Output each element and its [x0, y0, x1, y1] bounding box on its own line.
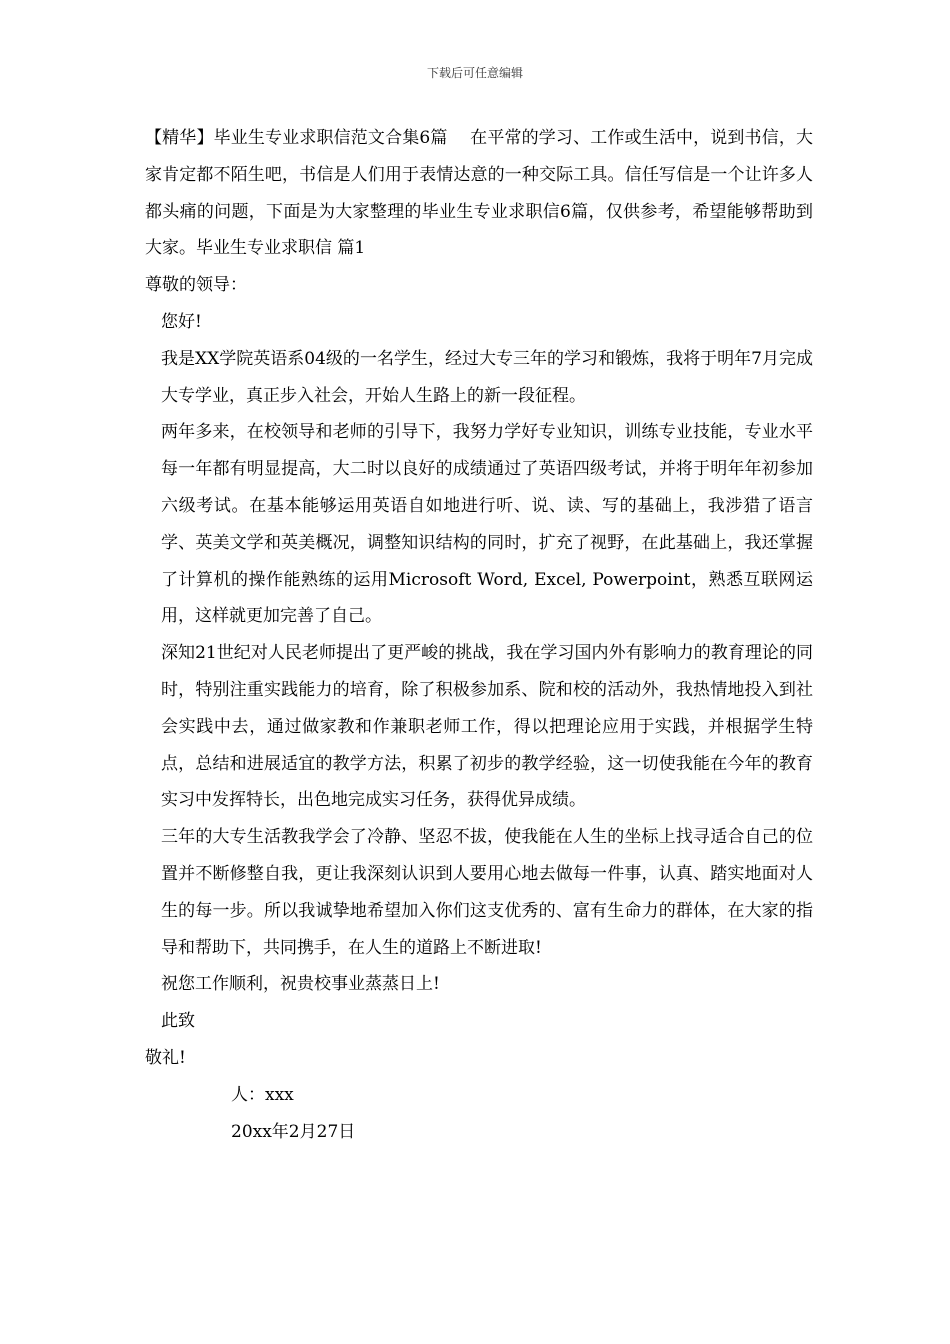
- intro-paragraph: 【精华】毕业生专业求职信范文合集6篇 在平常的学习、工作或生活中，说到书信，大家肯定都不陌生吧，书信是人们用于表情达意的一种交际工具。信任写信是一个让许多人都头痛的问题，下面是为大家整理的毕业生专业求职信6篇，仅供参考，希望能够帮助到大家。毕业生专业求职信 篇1: [145, 128, 813, 259]
- closing-line-2: 敬礼!: [145, 1047, 186, 1068]
- body-paragraph-1: 我是XX学院英语系04级的一名学生，经过大专三年的学习和锻炼，我将于明年7月完成大专学业，真正步入社会，开始人生路上的新一段征程。: [161, 348, 813, 406]
- page-header: 下载后可任意编辑: [426, 66, 523, 80]
- body-paragraph-3: 深知21世纪对人民老师提出了更严峻的挑战，我在学习国内外有影响力的教育理论的同时，特别注重实践能力的培育，除了积极参加系、院和校的活动外，我热情地投入到社会实践中去，通过做家教和作兼职老师工作，得以把理论应用于实践，并根据学生特点，总结和进展适宜的教学方法，积累了初步的教学经验，这一切使我能在今年的教育实习中发挥特长，出色地完成实习任务，获得优异成绩。: [161, 643, 813, 811]
- greeting: 您好!: [161, 311, 202, 332]
- closing-line-1: 此致: [161, 1011, 195, 1032]
- body-paragraph-4: 三年的大专生活教我学会了冷静、坚忍不拔，使我能在人生的坐标上找寻适合自己的位置并不断修整自我，更让我深刻认识到人要用心地去做每一件事，认真、踏实地面对人生的每一步。所以我诚挚地希望加入你们这支优秀的、富有生命力的群体，在大家的指导和帮助下，共同携手，在人生的道路上不断进取!: [161, 827, 813, 958]
- wish-line: 祝您工作顺利，祝贵校事业蒸蒸日上!: [161, 974, 440, 995]
- signature-line: 人：xxx: [231, 1084, 294, 1105]
- date-line: 20xx年2月27日: [231, 1121, 356, 1142]
- body-paragraph-2: 两年多来，在校领导和老师的引导下，我努力学好专业知识，训练专业技能，专业水平每一年都有明显提高，大二时以良好的成绩通过了英语四级考试，并将于明年年初参加六级考试。在基本能够运用英语自如地进行听、说、读、写的基础上，我涉猎了语言学、英美文学和英美概况，调整知识结构的同时，扩充了视野，在此基础上，我还掌握了计算机的操作能熟练的运用Microsoft Word, Excel, Powerpoint，熟悉互联网运用，这样就更加完善了自己。: [161, 422, 813, 627]
- salutation: 尊敬的领导：: [145, 275, 247, 296]
- document-body: [145, 120, 813, 1150]
